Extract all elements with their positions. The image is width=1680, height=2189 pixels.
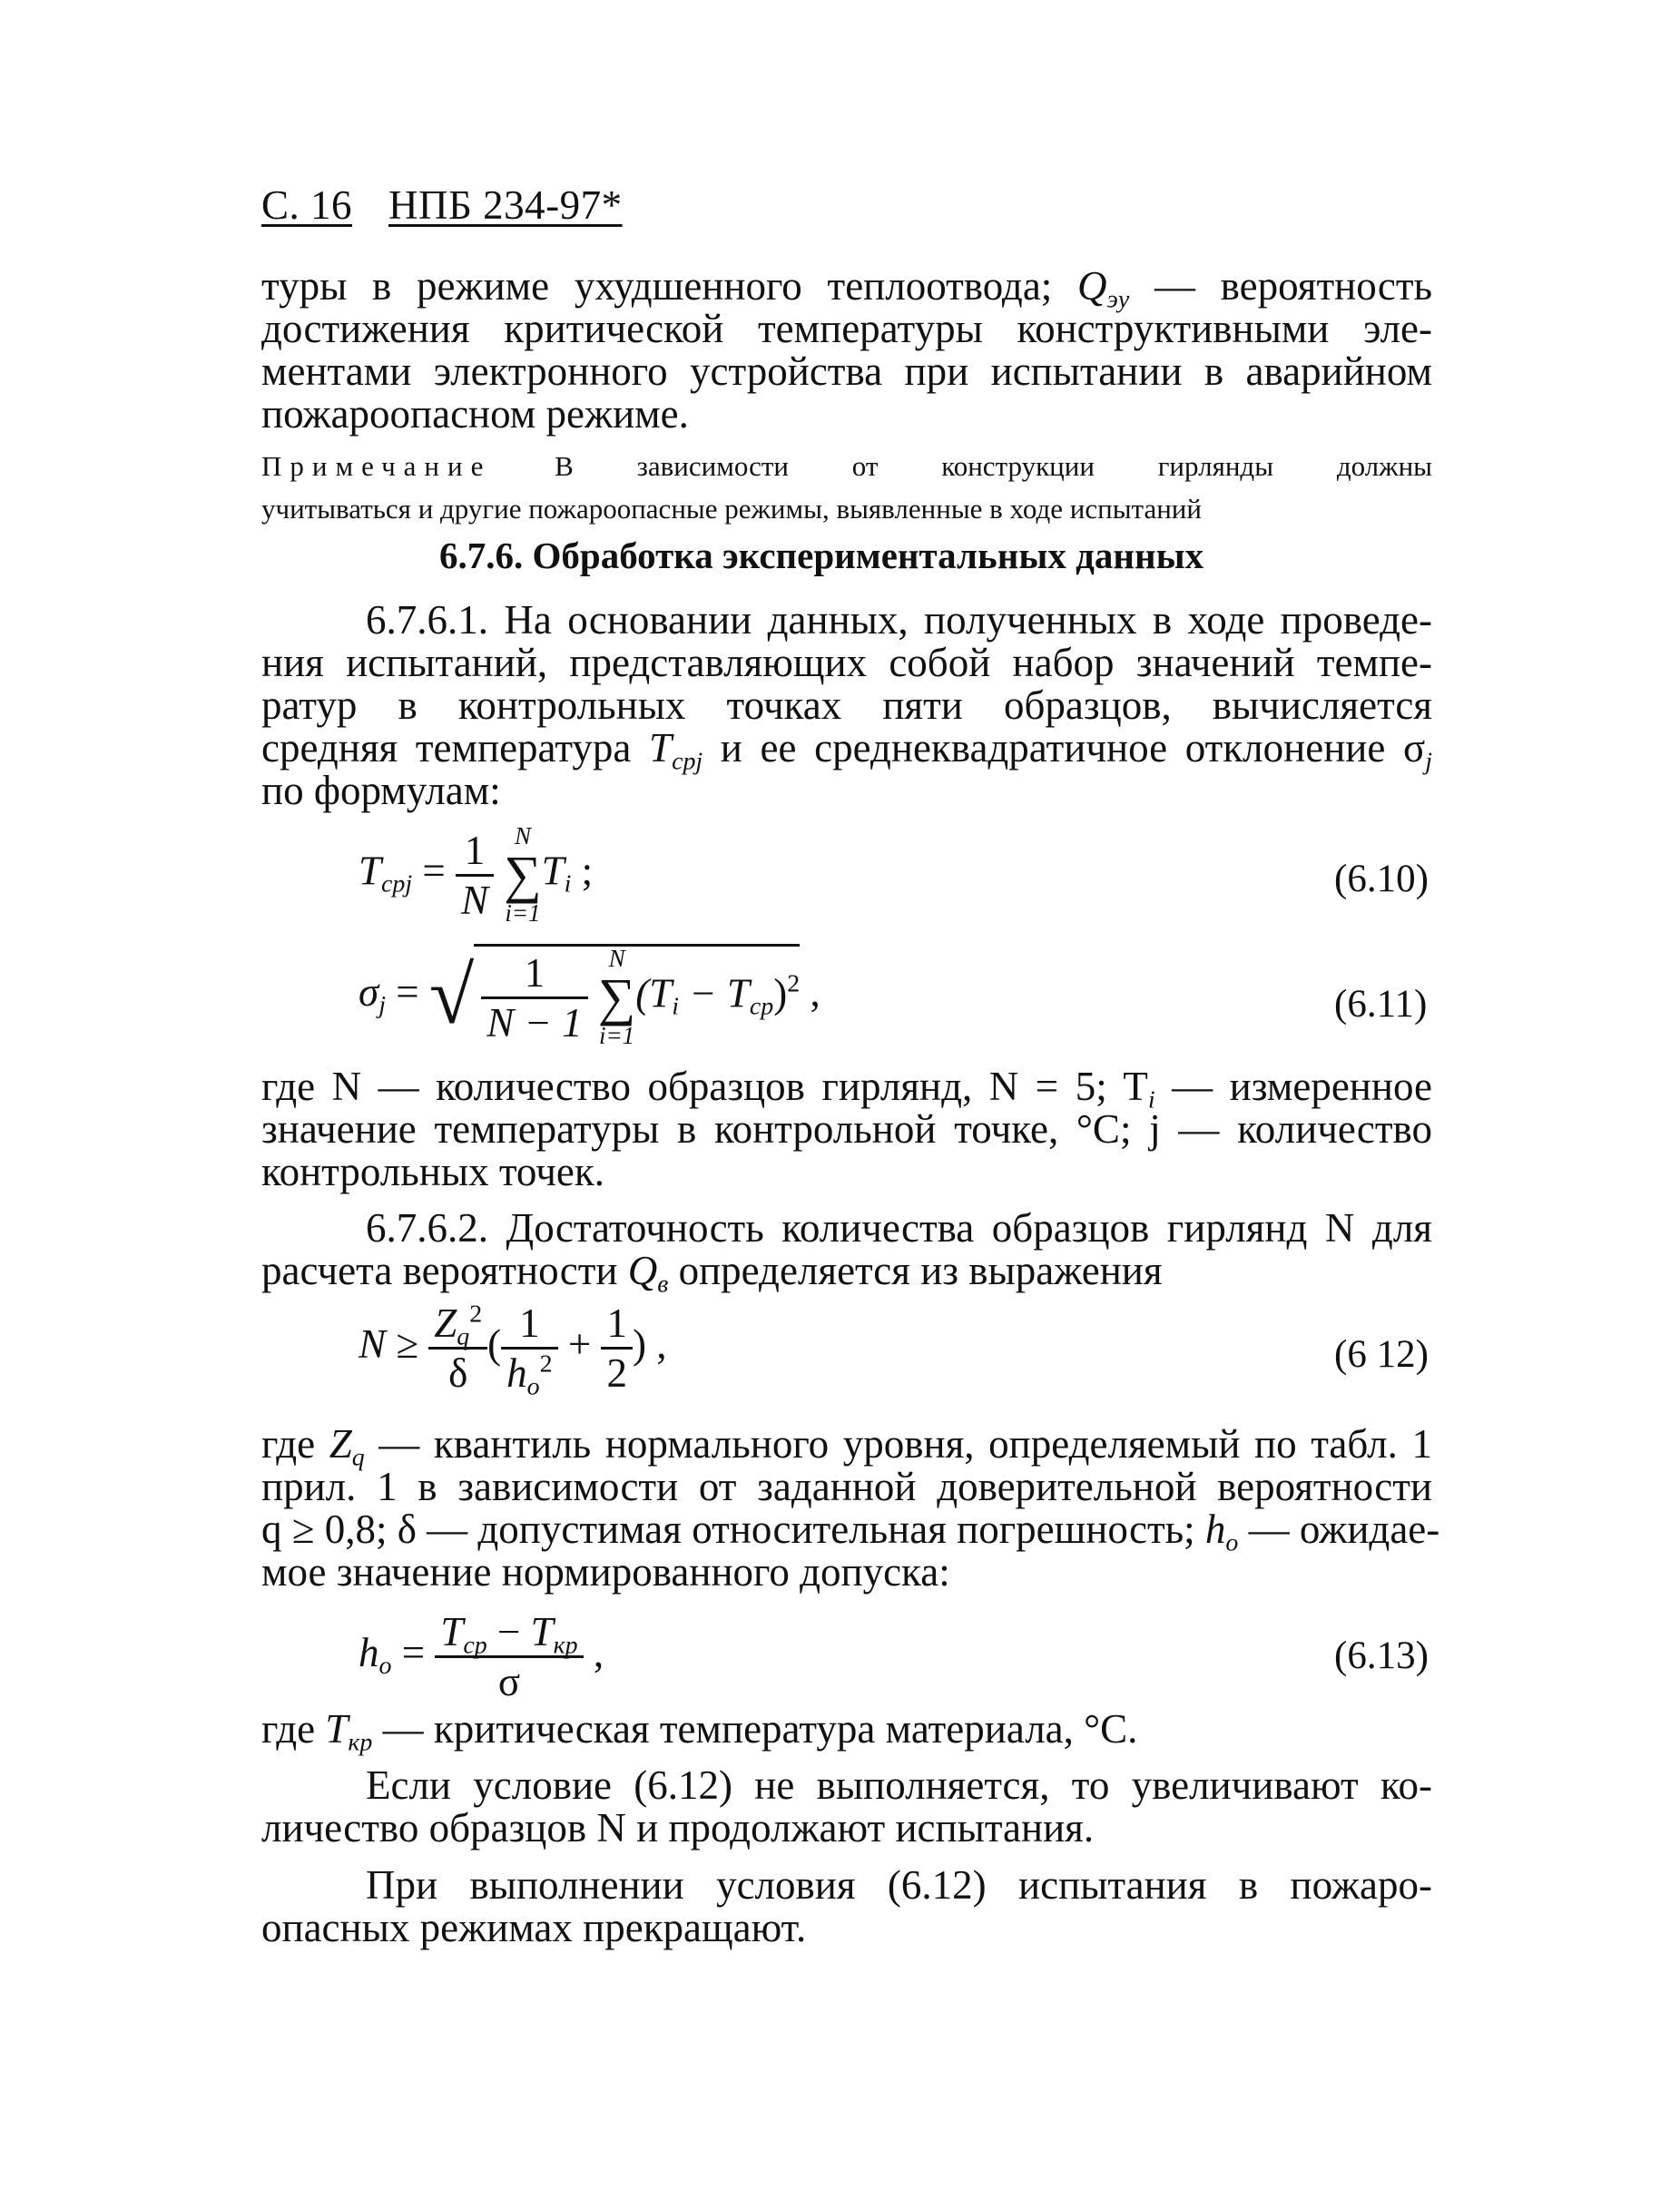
- text-line: где $T_{кр}$ — критическая температура материала, °С.: [261, 1706, 1138, 1757]
- text-line: расчета вероятности $Q_в$ определяется из выражения: [261, 1248, 1163, 1299]
- document-code: НПБ 234-97*: [388, 182, 623, 228]
- quantile-paragraph: [261, 1421, 1440, 1595]
- equation-6-13: $h_o$ = $\frac{T_{ср} - T_{кр}}{\sigma}$ ,: [359, 1609, 604, 1704]
- text-line: прил. 1 в зависимости от заданной доверительной вероятности: [261, 1464, 1432, 1509]
- text-line: ния испытаний, представляющих собой набор значений темпе-: [261, 640, 1432, 685]
- equation-number: (6 12): [1334, 1333, 1429, 1376]
- fraction: $\frac{1}{N - 1}$: [481, 949, 587, 1046]
- equation-number: (6.11): [1334, 983, 1428, 1026]
- equation-6-11: $\sigma_j$ = √ $\frac{1}{N - 1}$ N ∑ i=1 $(T_i - T_{ср})^2$ ,: [359, 945, 820, 1049]
- text-line: пожароопасном режиме.: [261, 391, 689, 437]
- equation-6-10: $T_{срj}$ = $\frac{1}{N}$ N ∑ i=1 $T_i$ ;: [359, 822, 594, 927]
- text-line: опасных режимах прекращают.: [261, 1905, 807, 1950]
- fraction: $\frac{T_{ср} - T_{кр}}{\sigma}$: [435, 1608, 583, 1705]
- text-line: 6.7.6.1. На основании данных, полученных в ходе проведе-: [366, 597, 1432, 643]
- note-line: Примечание В зависимости от конструкции гирлянды должны: [261, 450, 1432, 482]
- fraction: $\frac{1}{h_o^2}$: [501, 1300, 557, 1397]
- text-line: мое значение нормированного допуска:: [261, 1549, 950, 1595]
- note-label: Примечание: [261, 450, 492, 482]
- fraction: $\frac{1}{2}$: [601, 1300, 633, 1397]
- page-header: [261, 182, 623, 229]
- condition-paragraph: [261, 1764, 1432, 1850]
- summation: N ∑ i=1: [504, 822, 542, 927]
- text-line: ратур в контрольных точках пяти образцов, вычисляется: [261, 682, 1432, 728]
- note: [261, 448, 1432, 534]
- summation: N ∑ i=1: [597, 945, 636, 1049]
- equation-number: (6.13): [1334, 1634, 1429, 1677]
- text-line: ментами электронного устройства при испытании в аварийном: [261, 348, 1432, 394]
- text-line: где $Z_q$ — квантиль нормального уровня, определяемый по табл. 1: [261, 1421, 1432, 1472]
- text-line: достижения критической температуры конструктивными эле-: [261, 306, 1432, 351]
- text-line: Если условие (6.12) не выполняется, то увеличивают ко-: [366, 1762, 1432, 1808]
- page-number: С. 16: [261, 182, 353, 228]
- text-line: где N — количество образцов гирлянд, N = 5; $T_i$ — измеренное: [261, 1064, 1432, 1114]
- section-heading: 6.7.6. Обработка экспериментальных данных: [439, 535, 1204, 576]
- text-line: личество образцов N и продолжают испытания.: [261, 1805, 1095, 1850]
- text-line: контрольных точек.: [261, 1149, 604, 1194]
- critical-temperature-paragraph: [261, 1706, 1432, 1757]
- text-line: При выполнении условия (6.12) испытания в пожаро-: [366, 1862, 1432, 1908]
- text-line: туры в режиме ухудшенного теплоотвода; $Q_{эу}$ — вероятность: [261, 263, 1433, 314]
- text-line: средняя температура $T_{срj}$ и ее среднеквадратичное отклонение $\sigma_j$: [261, 725, 1432, 776]
- paragraph-6-7-6-1: [261, 599, 1432, 812]
- paragraph-6-7-6-2: [261, 1205, 1432, 1299]
- intro-paragraph: [261, 265, 1432, 436]
- text-line: q ≥ 0,8; δ — допустимая относительная погрешность; $h_o$ — ожидае-: [261, 1507, 1440, 1557]
- text-line: 6.7.6.2. Достаточность количества образцов гирлянд N для: [366, 1205, 1432, 1251]
- text-line: по формулам:: [261, 768, 501, 813]
- fraction: $\frac{1}{N}$: [456, 827, 494, 924]
- definitions-paragraph: [261, 1065, 1432, 1193]
- text-line: значение температуры в контрольной точке, °С; j — количество: [261, 1106, 1432, 1152]
- equation-6-12: N ≥ $\frac{Z_q^2}{\delta}$ ( $\frac{1}{h_o^2}$ + $\frac{1}{2}$ ) ,: [359, 1300, 667, 1401]
- completion-paragraph: [261, 1864, 1432, 1949]
- note-line: учитываться и другие пожароопасные режимы, выявленные в ходе испытаний: [261, 493, 1202, 525]
- fraction: $\frac{Z_q^2}{\delta}$: [428, 1300, 487, 1397]
- equation-number: (6.10): [1334, 858, 1429, 900]
